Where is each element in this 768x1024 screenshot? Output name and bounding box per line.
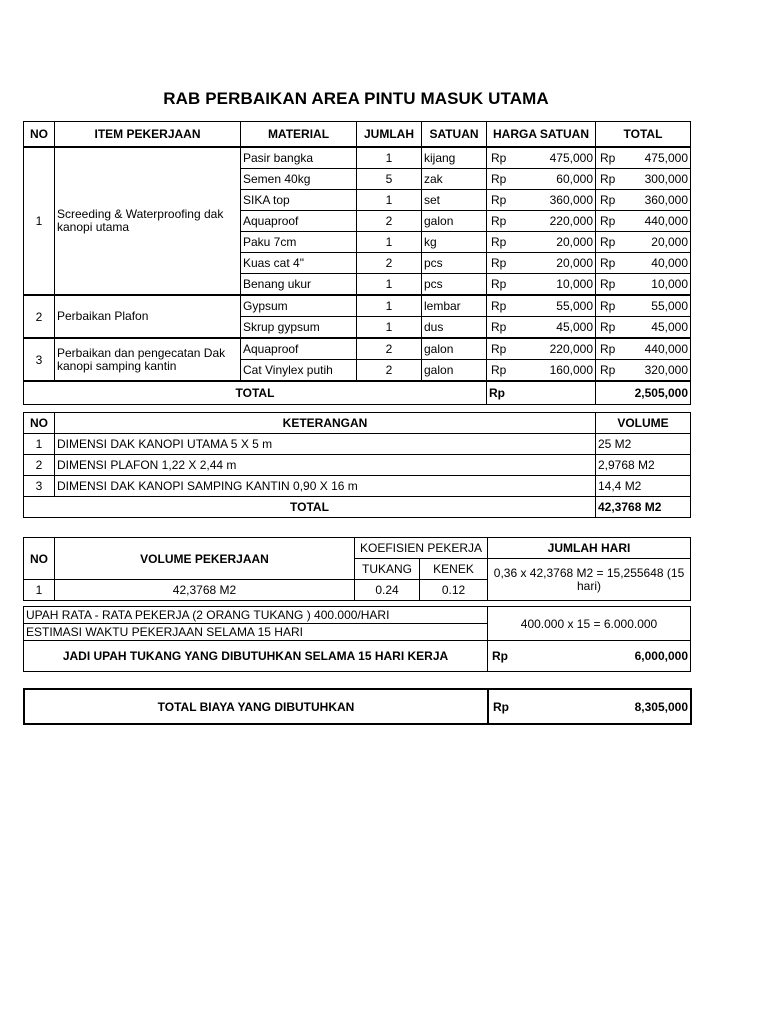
satuan-cell: zak bbox=[422, 169, 487, 190]
header-total: TOTAL bbox=[596, 122, 691, 148]
material-cell: Paku 7cm bbox=[241, 232, 357, 253]
material-cell: Benang ukur bbox=[241, 274, 357, 296]
total-currency: Rp bbox=[600, 235, 616, 249]
harga-cell bbox=[487, 274, 596, 296]
harga-value: 20,000 bbox=[556, 235, 593, 249]
header-harga: HARGA SATUAN bbox=[487, 122, 596, 148]
jumlah-cell: 2 bbox=[357, 211, 422, 232]
koef-no: 1 bbox=[24, 580, 55, 601]
main-total-value: 2,505,000 bbox=[596, 381, 691, 405]
satuan-cell: galon bbox=[422, 211, 487, 232]
koef-header-koefisien: KOEFISIEN PEKERJA bbox=[355, 538, 488, 559]
total-cell bbox=[596, 211, 691, 232]
ket-keterangan: DIMENSI DAK KANOPI UTAMA 5 X 5 m bbox=[55, 434, 596, 455]
material-cell: Aquaproof bbox=[241, 338, 357, 360]
total-currency: Rp bbox=[600, 214, 616, 228]
total-currency: Rp bbox=[600, 320, 616, 334]
harga-cell bbox=[487, 317, 596, 339]
upah-calc: 400.000 x 15 = 6.000.000 bbox=[488, 607, 691, 641]
total-cell bbox=[596, 338, 691, 360]
header-satuan: SATUAN bbox=[422, 122, 487, 148]
upah-jadi-value: 6,000,000 bbox=[634, 649, 688, 663]
material-cell: Semen 40kg bbox=[241, 169, 357, 190]
koef-header-kenek: KENEK bbox=[420, 559, 488, 580]
main-cost-table bbox=[23, 121, 691, 405]
upah-row-3 bbox=[24, 641, 691, 672]
harga-value: 55,000 bbox=[556, 299, 593, 313]
koef-kenek: 0.12 bbox=[420, 580, 488, 601]
total-value: 10,000 bbox=[651, 277, 688, 291]
harga-value: 160,000 bbox=[549, 363, 593, 377]
upah-jadi-label: JADI UPAH TUKANG YANG DIBUTUHKAN SELAMA 15 HARI KERJA bbox=[24, 641, 488, 672]
satuan-cell: set bbox=[422, 190, 487, 211]
total-currency: Rp bbox=[600, 277, 616, 291]
ket-header-no: NO bbox=[24, 413, 55, 434]
header-item: ITEM PEKERJAAN bbox=[55, 122, 241, 148]
total-cell bbox=[596, 360, 691, 382]
total-cell bbox=[596, 295, 691, 317]
total-currency: Rp bbox=[600, 342, 616, 356]
harga-currency: Rp bbox=[491, 342, 507, 356]
table-row bbox=[24, 476, 691, 497]
total-value: 475,000 bbox=[644, 151, 688, 165]
jumlah-cell: 1 bbox=[357, 147, 422, 169]
harga-value: 20,000 bbox=[556, 256, 593, 270]
harga-cell bbox=[487, 169, 596, 190]
koef-header-tukang: TUKANG bbox=[355, 559, 420, 580]
upah-row-1 bbox=[24, 607, 691, 624]
total-currency: Rp bbox=[600, 151, 616, 165]
material-cell: Pasir bangka bbox=[241, 147, 357, 169]
koef-header-jumlah-hari: JUMLAH HARI bbox=[488, 538, 691, 559]
total-cell bbox=[596, 169, 691, 190]
keterangan-total-row bbox=[24, 497, 691, 518]
ket-total-value: 42,3768 M2 bbox=[596, 497, 691, 518]
total-cell bbox=[596, 274, 691, 296]
table-row bbox=[24, 338, 691, 360]
harga-cell bbox=[487, 211, 596, 232]
table-row bbox=[24, 295, 691, 317]
total-currency: Rp bbox=[600, 256, 616, 270]
harga-value: 45,000 bbox=[556, 320, 593, 334]
harga-cell bbox=[487, 147, 596, 169]
table-row bbox=[24, 434, 691, 455]
upah-jadi-cell bbox=[488, 641, 691, 672]
satuan-cell: pcs bbox=[422, 253, 487, 274]
total-value: 320,000 bbox=[644, 363, 688, 377]
koef-header-row-1 bbox=[24, 538, 691, 559]
total-cell bbox=[596, 190, 691, 211]
material-cell: Kuas cat 4" bbox=[241, 253, 357, 274]
jumlah-cell: 1 bbox=[357, 274, 422, 296]
total-value: 300,000 bbox=[644, 172, 688, 186]
ket-no: 3 bbox=[24, 476, 55, 497]
harga-currency: Rp bbox=[491, 193, 507, 207]
main-table-header bbox=[24, 122, 691, 148]
koefisien-table bbox=[23, 537, 691, 601]
jumlah-cell: 1 bbox=[357, 317, 422, 339]
ket-volume: 14,4 M2 bbox=[596, 476, 691, 497]
keterangan-table bbox=[23, 412, 691, 518]
table-row bbox=[24, 455, 691, 476]
material-cell: Gypsum bbox=[241, 295, 357, 317]
harga-currency: Rp bbox=[491, 277, 507, 291]
harga-value: 220,000 bbox=[549, 214, 593, 228]
ket-total-label: TOTAL bbox=[24, 497, 596, 518]
ket-keterangan: DIMENSI DAK KANOPI SAMPING KANTIN 0,90 X 16 m bbox=[55, 476, 596, 497]
harga-value: 220,000 bbox=[549, 342, 593, 356]
item-no: 1 bbox=[24, 147, 55, 295]
header-no: NO bbox=[24, 122, 55, 148]
harga-currency: Rp bbox=[491, 172, 507, 186]
total-value: 440,000 bbox=[644, 342, 688, 356]
material-cell: Skrup gypsum bbox=[241, 317, 357, 339]
ket-no: 1 bbox=[24, 434, 55, 455]
total-value: 40,000 bbox=[651, 256, 688, 270]
ket-header-volume: VOLUME bbox=[596, 413, 691, 434]
upah-line-2: ESTIMASI WAKTU PEKERJAAN SELAMA 15 HARI bbox=[24, 624, 488, 641]
total-currency: Rp bbox=[600, 363, 616, 377]
jumlah-cell: 5 bbox=[357, 169, 422, 190]
satuan-cell: dus bbox=[422, 317, 487, 339]
jumlah-cell: 1 bbox=[357, 232, 422, 253]
ket-keterangan: DIMENSI PLAFON 1,22 X 2,44 m bbox=[55, 455, 596, 476]
total-biaya-row bbox=[24, 689, 691, 724]
total-cell bbox=[596, 253, 691, 274]
material-cell: Cat Vinylex putih bbox=[241, 360, 357, 382]
harga-cell bbox=[487, 295, 596, 317]
satuan-cell: galon bbox=[422, 360, 487, 382]
harga-currency: Rp bbox=[491, 151, 507, 165]
page-title: RAB PERBAIKAN AREA PINTU MASUK UTAMA bbox=[163, 89, 549, 108]
item-pekerjaan: Screeding & Waterproofing dak kanopi utama bbox=[55, 147, 241, 295]
ket-volume: 2,9768 M2 bbox=[596, 455, 691, 476]
satuan-cell: galon bbox=[422, 338, 487, 360]
jumlah-cell: 2 bbox=[357, 253, 422, 274]
jumlah-cell: 1 bbox=[357, 190, 422, 211]
total-value: 55,000 bbox=[651, 299, 688, 313]
harga-value: 10,000 bbox=[556, 277, 593, 291]
total-cell bbox=[596, 232, 691, 253]
total-biaya-cell bbox=[488, 689, 691, 724]
jumlah-cell: 2 bbox=[357, 338, 422, 360]
total-biaya-table bbox=[23, 688, 692, 725]
ket-header-keterangan: KETERANGAN bbox=[55, 413, 596, 434]
koef-tukang: 0.24 bbox=[355, 580, 420, 601]
harga-currency: Rp bbox=[491, 320, 507, 334]
keterangan-header bbox=[24, 413, 691, 434]
harga-currency: Rp bbox=[491, 235, 507, 249]
total-biaya-label: TOTAL BIAYA YANG DIBUTUHKAN bbox=[24, 689, 488, 724]
total-biaya-currency: Rp bbox=[493, 699, 509, 714]
koef-header-volume: VOLUME PEKERJAAN bbox=[55, 538, 355, 580]
total-value: 45,000 bbox=[651, 320, 688, 334]
item-pekerjaan: Perbaikan Plafon bbox=[55, 295, 241, 338]
jumlah-cell: 1 bbox=[357, 295, 422, 317]
material-cell: SIKA top bbox=[241, 190, 357, 211]
harga-currency: Rp bbox=[491, 214, 507, 228]
header-jumlah: JUMLAH bbox=[357, 122, 422, 148]
jumlah-cell: 2 bbox=[357, 360, 422, 382]
upah-line-1: UPAH RATA - RATA PEKERJA (2 ORANG TUKANG ) 400.000/HARI bbox=[24, 607, 488, 624]
total-currency: Rp bbox=[600, 193, 616, 207]
upah-table bbox=[23, 606, 691, 672]
total-biaya-value: 8,305,000 bbox=[634, 699, 688, 714]
harga-value: 475,000 bbox=[549, 151, 593, 165]
satuan-cell: lembar bbox=[422, 295, 487, 317]
header-material: MATERIAL bbox=[241, 122, 357, 148]
koef-header-no: NO bbox=[24, 538, 55, 580]
harga-currency: Rp bbox=[491, 256, 507, 270]
harga-cell bbox=[487, 338, 596, 360]
ket-no: 2 bbox=[24, 455, 55, 476]
upah-currency: Rp bbox=[492, 649, 508, 663]
item-no: 2 bbox=[24, 295, 55, 338]
total-value: 360,000 bbox=[644, 193, 688, 207]
material-cell: Aquaproof bbox=[241, 211, 357, 232]
total-value: 440,000 bbox=[644, 214, 688, 228]
main-total-currency: Rp bbox=[487, 381, 596, 405]
satuan-cell: pcs bbox=[422, 274, 487, 296]
harga-cell bbox=[487, 232, 596, 253]
harga-currency: Rp bbox=[491, 363, 507, 377]
total-cell bbox=[596, 147, 691, 169]
table-row bbox=[24, 147, 691, 169]
ket-volume: 25 M2 bbox=[596, 434, 691, 455]
item-pekerjaan: Perbaikan dan pengecatan Dak kanopi samping kantin bbox=[55, 338, 241, 381]
total-cell bbox=[596, 317, 691, 339]
total-value: 20,000 bbox=[651, 235, 688, 249]
koef-jumlah-hari-value: 0,36 x 42,3768 M2 = 15,255648 (15 hari) bbox=[488, 559, 691, 601]
harga-value: 360,000 bbox=[549, 193, 593, 207]
koef-volume: 42,3768 M2 bbox=[55, 580, 355, 601]
harga-cell bbox=[487, 190, 596, 211]
harga-cell bbox=[487, 360, 596, 382]
satuan-cell: kg bbox=[422, 232, 487, 253]
main-total-label: TOTAL bbox=[24, 381, 487, 405]
harga-cell bbox=[487, 253, 596, 274]
main-total-row bbox=[24, 381, 691, 405]
item-no: 3 bbox=[24, 338, 55, 381]
total-currency: Rp bbox=[600, 299, 616, 313]
harga-value: 60,000 bbox=[556, 172, 593, 186]
satuan-cell: kijang bbox=[422, 147, 487, 169]
harga-currency: Rp bbox=[491, 299, 507, 313]
total-currency: Rp bbox=[600, 172, 616, 186]
